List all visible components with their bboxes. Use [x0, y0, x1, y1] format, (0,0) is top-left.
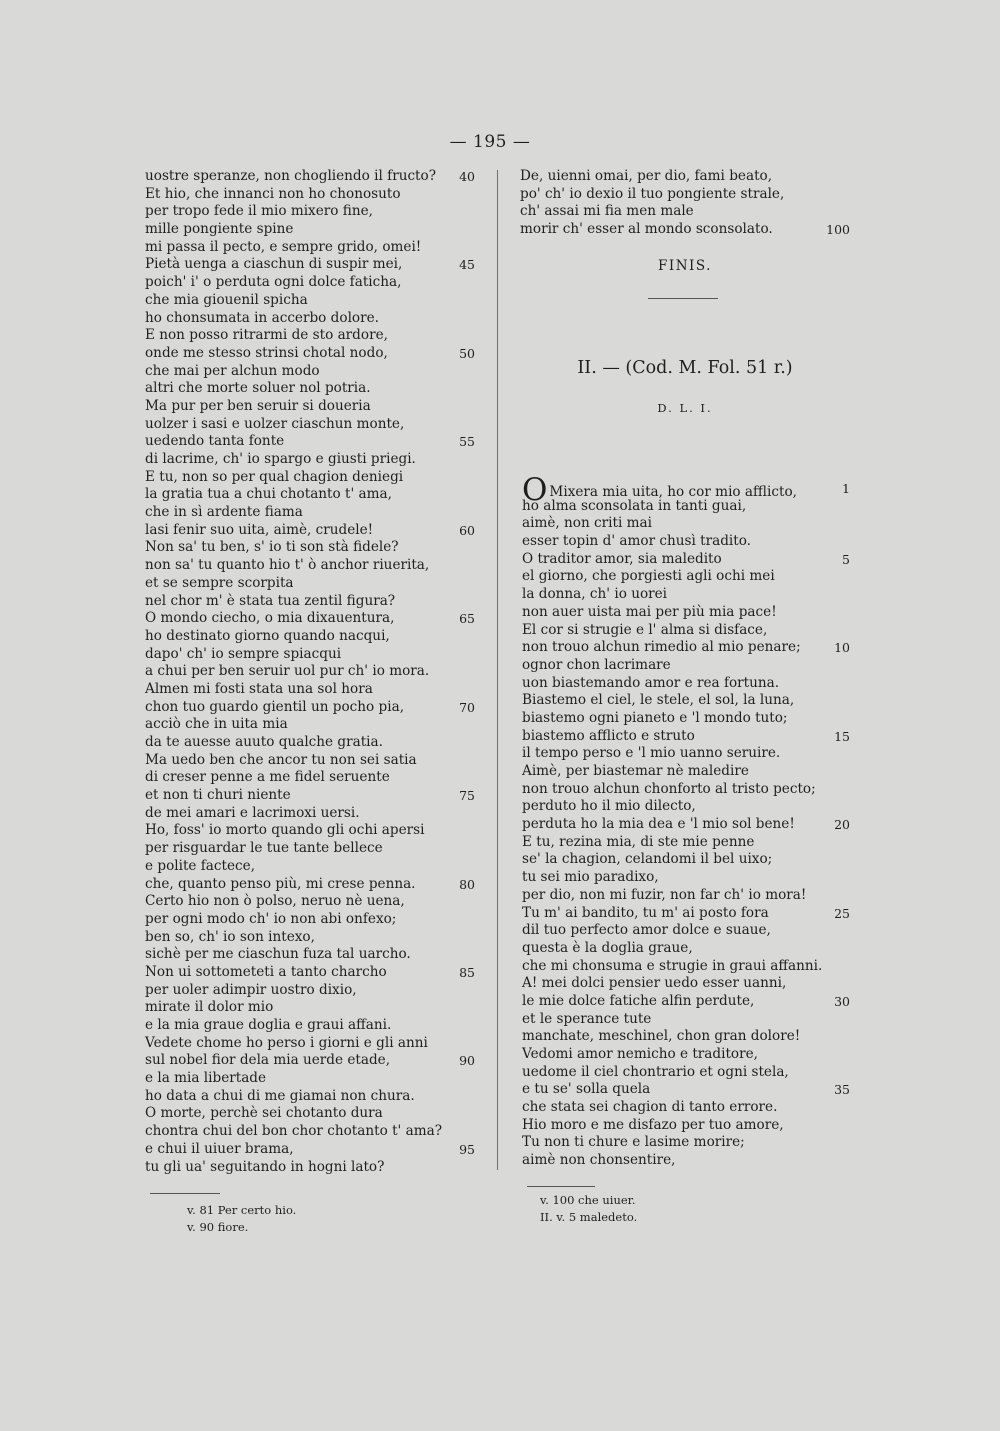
- verse-text: aimè non chonsentire,: [522, 1152, 676, 1169]
- verse-text: ch' assai mi fia men male: [520, 203, 694, 220]
- footnote: v. 81 Per certo hio.: [187, 1203, 297, 1217]
- verse-text: Non ui sottometeti a tanto charcho: [145, 963, 387, 980]
- verse-line: [145, 840, 475, 858]
- verse-text: Almen mi fosti stata una sol hora: [145, 680, 373, 697]
- verse-line: [145, 787, 475, 805]
- verse-line: [145, 964, 475, 982]
- verse-text: De, uienni omai, per dio, fami beato,: [520, 168, 773, 184]
- verse-line: [145, 1088, 475, 1106]
- verse-line: [145, 663, 475, 681]
- verse-text: non sa' tu quanto hio t' ò anchor riuerita,: [145, 557, 430, 574]
- verse-line: [145, 327, 475, 345]
- verse-text: Vedete chome ho perso i giorni e gli anni: [145, 1034, 428, 1051]
- verse-text: non auer uista mai per più mia pace!: [522, 603, 777, 620]
- drop-cap: O: [522, 472, 548, 508]
- verse-line: [522, 1152, 850, 1170]
- verse-text: se' la chagion, celandomi il bel uixo;: [522, 851, 773, 868]
- verse-text: Non sa' tu ben, s' io ti son stà fidele?: [145, 539, 399, 556]
- verse-line: [145, 186, 475, 204]
- verse-line: [145, 504, 475, 522]
- verse-line: [522, 781, 850, 799]
- verse-text: A! mei dolci pensier uedo esser uanni,: [522, 975, 787, 992]
- verse-line: [145, 593, 475, 611]
- verse-text: Mixera mia uita, ho cor mio afflicto,: [549, 484, 797, 500]
- verse-line: [145, 982, 475, 1000]
- verse-line: [522, 586, 850, 604]
- verse-line: [522, 993, 850, 1011]
- verse-line: [145, 168, 475, 186]
- verse-line: [145, 539, 475, 557]
- verse-line: [522, 1028, 850, 1046]
- verse-text: Ma uedo ben che ancor tu non sei satia: [145, 751, 417, 768]
- verse-line: [145, 274, 475, 292]
- verse-line: [522, 533, 850, 551]
- footnote: II. v. 5 maledeto.: [540, 1210, 638, 1224]
- verse-line: [522, 851, 850, 869]
- verse-text: per tropo fede il mio mixero fine,: [145, 203, 373, 220]
- verse-line: [145, 1141, 475, 1159]
- verse-line: [145, 416, 475, 434]
- verse-line: [522, 657, 850, 675]
- line-number: 60: [459, 522, 475, 538]
- verse-text: po' ch' io dexio il tuo pongiente strale,: [520, 185, 785, 202]
- verse-line: [145, 769, 475, 787]
- verse-line: [145, 858, 475, 876]
- verse-text: manchate, meschinel, chon gran dolore!: [522, 1028, 801, 1045]
- verse-text: perduta ho la mia dea e 'l mio sol bene!: [522, 816, 795, 833]
- verse-line: [522, 1099, 850, 1117]
- verse-text: Ma pur per ben seruir si doueria: [145, 397, 371, 414]
- verse-text: esser topin d' amor chusì tradito.: [522, 533, 752, 550]
- verse-text: per uoler adimpir uostro dixio,: [145, 981, 357, 998]
- line-number: 1: [842, 481, 850, 496]
- verse-text: uedendo tanta fonte: [145, 433, 285, 450]
- verse-line: [145, 1105, 475, 1123]
- verse-line: [145, 1035, 475, 1053]
- verse-text: ho alma sconsolata in tanti guai,: [522, 497, 747, 514]
- verse-text: che stata sei chagion di tanto errore.: [522, 1099, 778, 1116]
- verse-line: [145, 716, 475, 734]
- verse-line: [145, 203, 475, 221]
- verse-text: e chui il uiuer brama,: [145, 1140, 294, 1157]
- verse-text: che, quanto penso più, mi crese penna.: [145, 875, 416, 892]
- verse-text: Aimè, per biastemar nè maledire: [522, 763, 749, 779]
- verse-line: [145, 469, 475, 487]
- verse-text: per risguardar le tue tante bellece: [145, 840, 383, 857]
- verse-line: [145, 805, 475, 823]
- verse-line: [145, 1123, 475, 1141]
- verse-text: altri che morte soluer nol potria.: [145, 380, 371, 397]
- verse-text: mi passa il pecto, e sempre grido, omei!: [145, 238, 422, 255]
- verse-line: [522, 639, 850, 657]
- line-number: 85: [459, 964, 475, 980]
- verse-text: la donna, ch' io uorei: [522, 586, 668, 603]
- line-number: 5: [842, 551, 850, 567]
- verse-line: [145, 1070, 475, 1088]
- verse-line: [520, 203, 850, 221]
- verse-line: [522, 834, 850, 852]
- verse-text: da te auesse auuto qualche gratia.: [145, 734, 383, 750]
- line-number: 40: [459, 169, 475, 184]
- line-number: 35: [834, 1082, 850, 1098]
- right-footnotes: [540, 1192, 637, 1226]
- verse-text: sichè per me ciaschun fuza tal uarcho.: [145, 946, 411, 963]
- verse-line: [522, 1117, 850, 1135]
- verse-text: ho chonsumata in accerbo dolore.: [145, 309, 379, 326]
- verse-text: uostre speranze, non chogliendo il fructo?: [145, 168, 436, 184]
- verse-text: per ogni modo ch' io non abi onfexo;: [145, 910, 397, 927]
- verse-line: [522, 604, 850, 622]
- verse-text: ben so, ch' io son intexo,: [145, 928, 315, 945]
- verse-text: E tu, non so per qual chagion deniegi: [145, 468, 404, 485]
- footnote: v. 100 che uiuer.: [540, 1193, 636, 1207]
- verse-line: [145, 946, 475, 964]
- verse-line: [145, 646, 475, 664]
- line-number: 70: [459, 699, 475, 715]
- verse-line: [145, 1159, 475, 1177]
- verse-text: ho data a chui di me giamai non chura.: [145, 1087, 415, 1104]
- verse-line: [145, 451, 475, 469]
- verse-line: [522, 869, 850, 887]
- verse-text: O morte, perchè sei chotanto dura: [145, 1105, 383, 1122]
- verse-text: sul nobel fior dela mia uerde etade,: [145, 1052, 391, 1069]
- left-column: [145, 168, 475, 1176]
- verse-line: [145, 752, 475, 770]
- verse-line: [522, 622, 850, 640]
- verse-text: E tu, rezina mia, di ste mie penne: [522, 833, 755, 850]
- verse-text: mirate il dolor mio: [145, 999, 274, 1016]
- verse-text: onde me stesso strinsi chotal nodo,: [145, 344, 388, 361]
- verse-line: [522, 1011, 850, 1029]
- line-number: 95: [459, 1141, 475, 1157]
- poem-two: [522, 472, 850, 1170]
- verse-text: perduto ho il mio dilecto,: [522, 798, 696, 815]
- verse-line: [522, 940, 850, 958]
- verse-line: [145, 822, 475, 840]
- verse-line: [145, 681, 475, 699]
- verse-text: uon biastemando amor e rea fortuna.: [522, 674, 780, 691]
- verse-line: [522, 958, 850, 976]
- verse-text: che mia giouenil spicha: [145, 291, 308, 308]
- line-number: 20: [834, 817, 850, 833]
- section-rule: [648, 298, 718, 299]
- footnote: v. 90 fiore.: [187, 1220, 249, 1234]
- line-number: 65: [459, 611, 475, 627]
- verse-text: El cor si strugie e l' alma si disface,: [522, 621, 768, 638]
- line-number: 80: [459, 876, 475, 892]
- verse-line: [522, 1046, 850, 1064]
- verse-text: Et hio, che innanci non ho chonosuto: [145, 185, 401, 202]
- line-number: 25: [834, 905, 850, 921]
- verse-text: Ho, foss' io morto quando gli ochi apersi: [145, 822, 425, 839]
- verse-text: Vedomi amor nemicho e traditore,: [522, 1046, 758, 1062]
- verse-line: [145, 876, 475, 894]
- verse-text: aimè, non criti mai: [522, 515, 652, 532]
- verse-line: [145, 522, 475, 540]
- verse-text: e polite factece,: [145, 857, 256, 874]
- verse-text: el giorno, che porgiesti agli ochi mei: [522, 568, 775, 585]
- verse-text: Tu m' ai bandito, tu m' ai posto fora: [522, 904, 769, 921]
- page-number: — 195 —: [449, 132, 531, 152]
- verse-text: uolzer i sasi e uolzer ciaschun monte,: [145, 415, 405, 432]
- verse-text: per dio, non mi fuzir, non far ch' io mora!: [522, 886, 807, 903]
- verse-line: [145, 433, 475, 451]
- verse-text: non trouo alchun chonforto al tristo pecto;: [522, 780, 816, 797]
- verse-text: Hio moro e me disfazo per tuo amore,: [522, 1116, 784, 1133]
- verse-line: [522, 498, 850, 516]
- left-notes-rule: [150, 1193, 220, 1194]
- verse-line: [145, 398, 475, 416]
- verse-line: [145, 292, 475, 310]
- verse-text: non trouo alchun rimedio al mio penare;: [522, 639, 801, 656]
- verse-line: [522, 975, 850, 993]
- verse-line: [145, 999, 475, 1017]
- verse-line: [522, 745, 850, 763]
- line-number: 55: [459, 434, 475, 450]
- verse-line: [145, 699, 475, 717]
- verse-text: Biastemo el ciel, le stele, el sol, la luna,: [522, 692, 795, 709]
- section-subheading: D. L. I.: [657, 401, 713, 415]
- verse-line: [145, 628, 475, 646]
- verse-line: [145, 256, 475, 274]
- verse-text: poich' i' o perduta ogni dolce faticha,: [145, 274, 402, 291]
- verse-text: di creser penne a me fidel seruente: [145, 769, 390, 786]
- verse-text: Pietà uenga a ciaschun di suspir mei,: [145, 256, 403, 273]
- verse-line: [522, 1134, 850, 1152]
- line-number: 30: [834, 993, 850, 1009]
- line-number: 50: [459, 345, 475, 361]
- verse-line: [145, 557, 475, 575]
- verse-line: [145, 221, 475, 239]
- verse-text: il tempo perso e 'l mio uanno seruire.: [522, 745, 781, 762]
- finis-label: FINIS.: [658, 258, 712, 274]
- verse-line: [522, 551, 850, 569]
- verse-text: ognor chon lacrimare: [522, 656, 671, 673]
- verse-line: [145, 345, 475, 363]
- right-column-top: [520, 168, 850, 239]
- line-number: 90: [459, 1053, 475, 1069]
- verse-text: et non ti churi niente: [145, 787, 291, 804]
- verse-line: [522, 763, 850, 781]
- verse-text: e la mia graue doglia e graui affani.: [145, 1017, 392, 1033]
- verse-text: dil tuo perfecto amor dolce e suaue,: [522, 922, 771, 939]
- verse-text: Certo hio non ò polso, neruo nè uena,: [145, 893, 405, 910]
- verse-text: che in sì ardente fiama: [145, 504, 303, 521]
- verse-line: [145, 734, 475, 752]
- verse-line: [522, 798, 850, 816]
- verse-text: biastemo afflicto e struto: [522, 727, 695, 744]
- line-number: 10: [834, 640, 850, 656]
- verse-text: le mie dolce fatiche alfin perdute,: [522, 992, 755, 1009]
- verse-line: [522, 568, 850, 586]
- verse-text: che mai per alchun modo: [145, 362, 320, 379]
- left-footnotes: [187, 1202, 296, 1236]
- verse-line: [522, 728, 850, 746]
- verse-line: [145, 893, 475, 911]
- verse-line: [522, 692, 850, 710]
- verse-text: e la mia libertade: [145, 1070, 267, 1087]
- verse-line: [145, 929, 475, 947]
- verse-line: [145, 380, 475, 398]
- verse-line: [145, 575, 475, 593]
- verse-text: biastemo ogni pianeto e 'l mondo tuto;: [522, 709, 788, 726]
- verse-line: [522, 675, 850, 693]
- verse-line: [145, 911, 475, 929]
- verse-line: [522, 1064, 850, 1082]
- column-divider: [497, 170, 498, 1170]
- verse-line: [520, 168, 850, 186]
- verse-line: [522, 1081, 850, 1099]
- verse-line: [522, 710, 850, 728]
- verse-text: la gratia tua a chui chotanto t' ama,: [145, 486, 392, 503]
- verse-text: questa è la doglia graue,: [522, 939, 693, 956]
- verse-text: mille pongiente spine: [145, 221, 294, 238]
- verse-line: [522, 887, 850, 905]
- verse-text: et se sempre scorpita: [145, 574, 294, 591]
- verse-line: [145, 486, 475, 504]
- verse-line: [520, 186, 850, 204]
- line-number: 100: [826, 222, 850, 238]
- verse-text: e tu se' solla quela: [522, 1081, 651, 1098]
- verse-text: morir ch' esser al mondo sconsolato.: [520, 221, 773, 238]
- verse-text: di lacrime, ch' io spargo e giusti priegi.: [145, 451, 416, 467]
- verse-line: [145, 1017, 475, 1035]
- verse-text: de mei amari e lacrimoxi uersi.: [145, 804, 360, 821]
- verse-line: [145, 363, 475, 381]
- verse-line: [522, 515, 850, 533]
- verse-text: ho destinato giorno quando nacqui,: [145, 627, 390, 644]
- verse-text: O traditor amor, sia maledito: [522, 550, 722, 567]
- verse-text: nel chor m' è stata tua zentil figura?: [145, 592, 396, 609]
- verse-text: chontra chui del bon chor chotanto t' ama?: [145, 1123, 442, 1140]
- verse-text: dapo' ch' io sempre spiacqui: [145, 645, 342, 662]
- verse-text: et le sperance tute: [522, 1010, 652, 1027]
- section-heading: II. — (Cod. M. Fol. 51 r.): [577, 358, 793, 378]
- verse-text: a chui per ben seruir uol pur ch' io mora.: [145, 663, 430, 680]
- verse-line: [522, 905, 850, 923]
- verse-text: che mi chonsuma e strugie in graui affanni.: [522, 957, 823, 974]
- verse-line: [145, 1052, 475, 1070]
- verse-text: uedome il ciel chontrario et ogni stela,: [522, 1063, 789, 1080]
- verse-text: O mondo ciecho, o mia dixauentura,: [145, 610, 395, 627]
- verse-line: [145, 610, 475, 628]
- verse-text: chon tuo guardo gientil un pocho pia,: [145, 698, 405, 715]
- verse-line: [522, 922, 850, 940]
- verse-text: lasi fenir suo uita, aimè, crudele!: [145, 521, 374, 538]
- verse-line: [522, 816, 850, 834]
- verse-text: acciò che in uita mia: [145, 716, 288, 733]
- verse-text: E non posso ritrarmi de sto ardore,: [145, 327, 388, 344]
- line-number: 75: [459, 788, 475, 804]
- verse-line: [145, 239, 475, 257]
- verse-text: Tu non ti chure e lasime morire;: [522, 1134, 745, 1151]
- verse-line: [145, 310, 475, 328]
- line-number: 45: [459, 257, 475, 273]
- verse-text: tu gli ua' seguitando in hogni lato?: [145, 1158, 385, 1175]
- verse-text: tu sei mio paradixo,: [522, 869, 659, 886]
- verse-line: [520, 221, 850, 239]
- line-number: 15: [834, 728, 850, 744]
- right-notes-rule: [527, 1186, 595, 1187]
